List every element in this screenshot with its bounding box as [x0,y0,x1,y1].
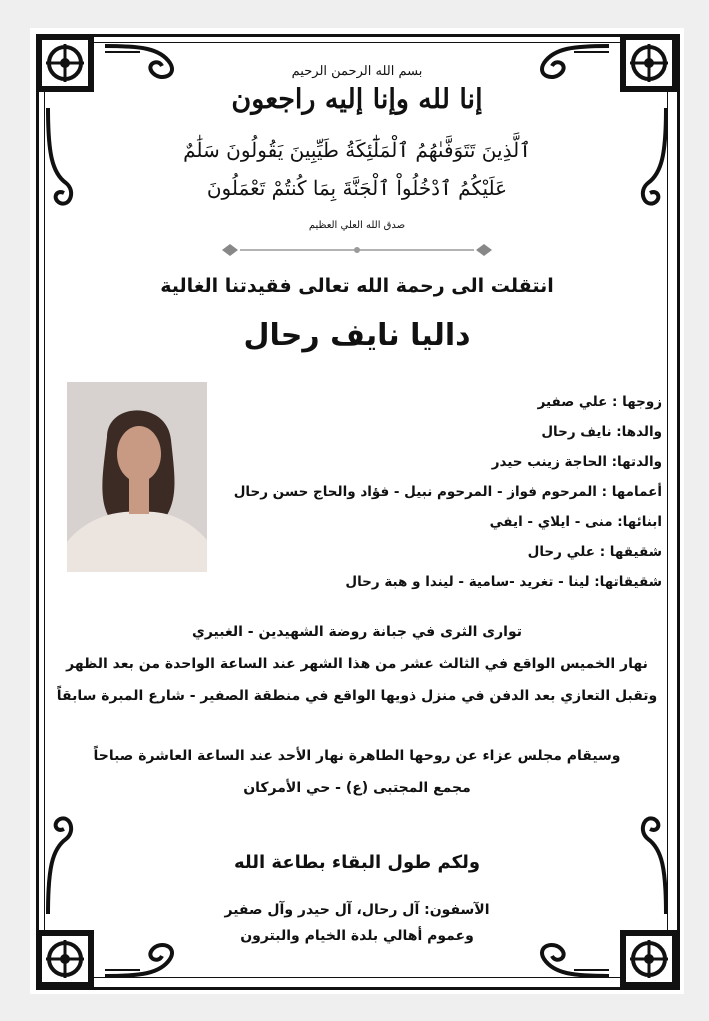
basmala: بسم الله الرحمن الرحيم [291,64,423,79]
burial-line-1: توارى الثرى في جبانة روضة الشهيدين - الغبيري [191,624,522,640]
mourners-line-1: الآسفون: آل رحال، آل حيدر وآل صفير [224,902,490,918]
verse-line-2: عَلَيْكُمُ ٱدْخُلُواْ ٱلْجَنَّةَ بِمَا كُنتُمْ تَعْمَلُونَ [206,176,508,200]
family-uncles: أعمامها : المرحوم فواز - المرحوم نبيل - فؤاد والحاج حسن رحال [233,484,662,500]
family-father: والدها: نايف رحال [541,424,662,440]
family-sisters: شقيقاتها: لينا - تغريد -سامية - ليندا و هبة رحال [345,574,662,590]
sadaqa-text: صدق الله العلي العظيم [308,220,406,231]
ornamental-divider-icon [218,243,496,257]
memorial-line-2: مجمع المجتبى (ع) - حي الأمركان [243,780,471,796]
memorial-line-1: وسيقام مجلس عزاء عن روحها الطاهرة نهار الأحد عند الساعة العاشرة صباحاً [93,748,621,764]
family-mother: والدتها: الحاجة زينب حيدر [491,454,662,470]
family-brother: شقيقها : علي رحال [527,544,662,560]
family-spouse: زوجها : علي صفير [537,394,662,410]
mourners-line-2: وعموم أهالي بلدة الخيام والبترون [240,928,474,944]
scroll-flourish-top-left-icon [100,38,190,88]
announcement-intro: انتقلت الى رحمة الله تعالى فقيدتنا الغالية [160,275,554,297]
scroll-flourish-top-right-icon [524,38,614,88]
obituary-card [30,28,684,994]
scroll-flourish-side-right-icon [634,103,674,223]
burial-line-3: وتقبل التعازي بعد الدفن في منزل ذويها الواقع في منطقة الصفير - شارع المبرة سابقاً [56,688,658,704]
verse-line-1: ٱلَّذِينَ تَتَوَفَّىٰهُمُ ٱلْمَلَٰٓئِكَةُ طَيِّبِينَ يَقُولُونَ سَلَٰمٌ [183,138,531,162]
portrait-silhouette-icon [67,382,207,572]
family-children: ابنائها: منى - ايلاي - ايفي [489,514,662,530]
deceased-photo [67,382,207,572]
closing-text: ولكم طول البقاء بطاعة الله [233,852,481,873]
scroll-flourish-side-left-icon [40,103,80,223]
verse-main: إنا لله وإنا إليه راجعون [231,84,483,115]
burial-line-2: نهار الخميس الواقع في الثالث عشر من هذا الشهر عند الساعة الواحدة من بعد الظهر [66,656,648,672]
deceased-name: داليا نايف رحال [243,318,471,353]
